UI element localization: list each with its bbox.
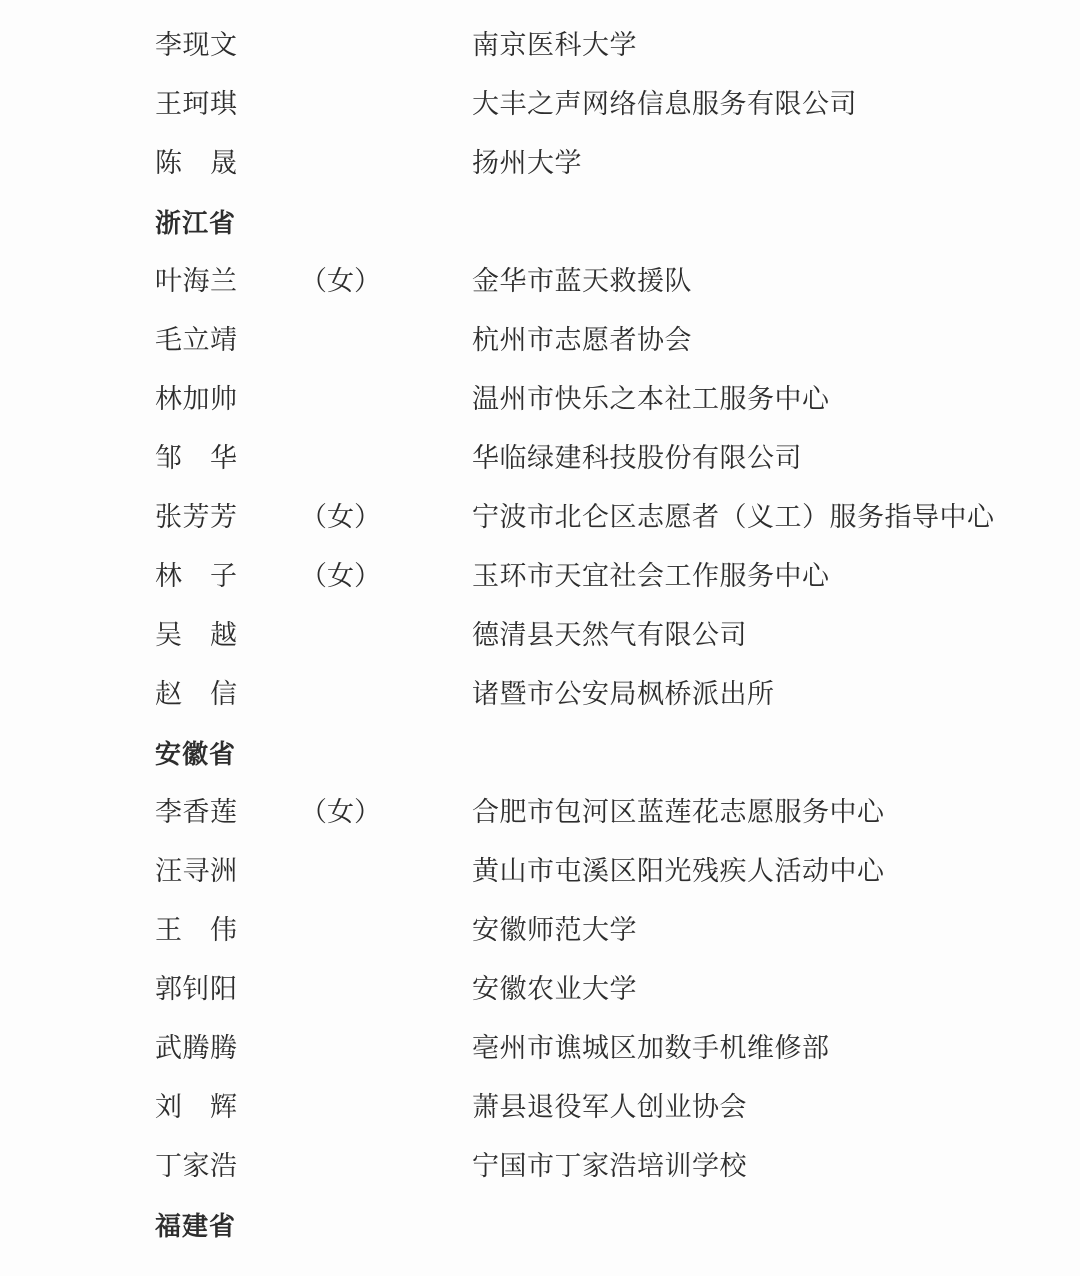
person-name: 张芳芳 (155, 502, 238, 532)
province-section-header (0, 1196, 1080, 1255)
organization-name: 温州市快乐之本社工服务中心 (472, 384, 830, 414)
province-name: 安徽省 (155, 738, 237, 769)
roster-row (0, 783, 1080, 842)
roster-row (0, 665, 1080, 724)
province-section-header (0, 193, 1080, 252)
province-section-header (0, 724, 1080, 783)
organization-name: 安徽师范大学 (472, 915, 637, 945)
person-name: 邹 华 (155, 443, 238, 473)
roster-row (0, 901, 1080, 960)
organization-name: 宁国市丁家浩培训学校 (472, 1151, 747, 1181)
roster-row (0, 16, 1080, 75)
roster-row (0, 1019, 1080, 1078)
person-name: 林加帅 (155, 384, 238, 414)
roster-row (0, 429, 1080, 488)
person-name: 李香莲 (155, 797, 238, 827)
organization-name: 诸暨市公安局枫桥派出所 (472, 679, 775, 709)
person-name: 丁家浩 (155, 1151, 238, 1181)
province-name: 福建省 (155, 1210, 237, 1241)
organization-name: 安徽农业大学 (472, 974, 637, 1004)
roster-row (0, 75, 1080, 134)
organization-name: 南京医科大学 (472, 30, 637, 60)
person-name: 郭钊阳 (155, 974, 238, 1004)
person-name: 毛立靖 (155, 325, 238, 355)
person-name: 陈 晟 (155, 148, 238, 178)
gender-label: （女） (300, 266, 381, 296)
organization-name: 合肥市包河区蓝莲花志愿服务中心 (472, 797, 885, 827)
roster-row (0, 1078, 1080, 1137)
person-name: 赵 信 (155, 679, 238, 709)
roster-row (0, 252, 1080, 311)
person-name: 王 伟 (155, 915, 238, 945)
roster-row (0, 960, 1080, 1019)
province-name: 浙江省 (155, 207, 237, 238)
person-name: 吴 越 (155, 620, 238, 650)
organization-name: 亳州市谯城区加数手机维修部 (472, 1033, 830, 1063)
roster-row (0, 842, 1080, 901)
gender-label: （女） (300, 797, 381, 827)
roster-row (0, 547, 1080, 606)
person-name: 刘 辉 (155, 1092, 238, 1122)
organization-name: 萧县退役军人创业协会 (472, 1092, 747, 1122)
roster-row (0, 1137, 1080, 1196)
organization-name: 金华市蓝天救援队 (472, 266, 692, 296)
person-name: 武腾腾 (155, 1033, 238, 1063)
person-name: 王珂琪 (155, 89, 238, 119)
organization-name: 宁波市北仑区志愿者（义工）服务指导中心 (472, 502, 995, 532)
organization-name: 德清县天然气有限公司 (472, 620, 747, 650)
person-name: 叶海兰 (155, 266, 238, 296)
roster-list (0, 16, 1080, 1255)
person-name: 林 子 (155, 561, 238, 591)
organization-name: 大丰之声网络信息服务有限公司 (472, 89, 857, 119)
roster-row (0, 311, 1080, 370)
organization-name: 杭州市志愿者协会 (472, 325, 692, 355)
roster-row (0, 488, 1080, 547)
roster-row (0, 134, 1080, 193)
person-name: 汪寻洲 (155, 856, 238, 886)
person-name: 李现文 (155, 30, 238, 60)
gender-label: （女） (300, 502, 381, 532)
roster-row (0, 606, 1080, 665)
gender-label: （女） (300, 561, 381, 591)
organization-name: 玉环市天宜社会工作服务中心 (472, 561, 830, 591)
roster-row (0, 370, 1080, 429)
organization-name: 黄山市屯溪区阳光残疾人活动中心 (472, 856, 885, 886)
organization-name: 扬州大学 (472, 148, 582, 178)
organization-name: 华临绿建科技股份有限公司 (472, 443, 802, 473)
